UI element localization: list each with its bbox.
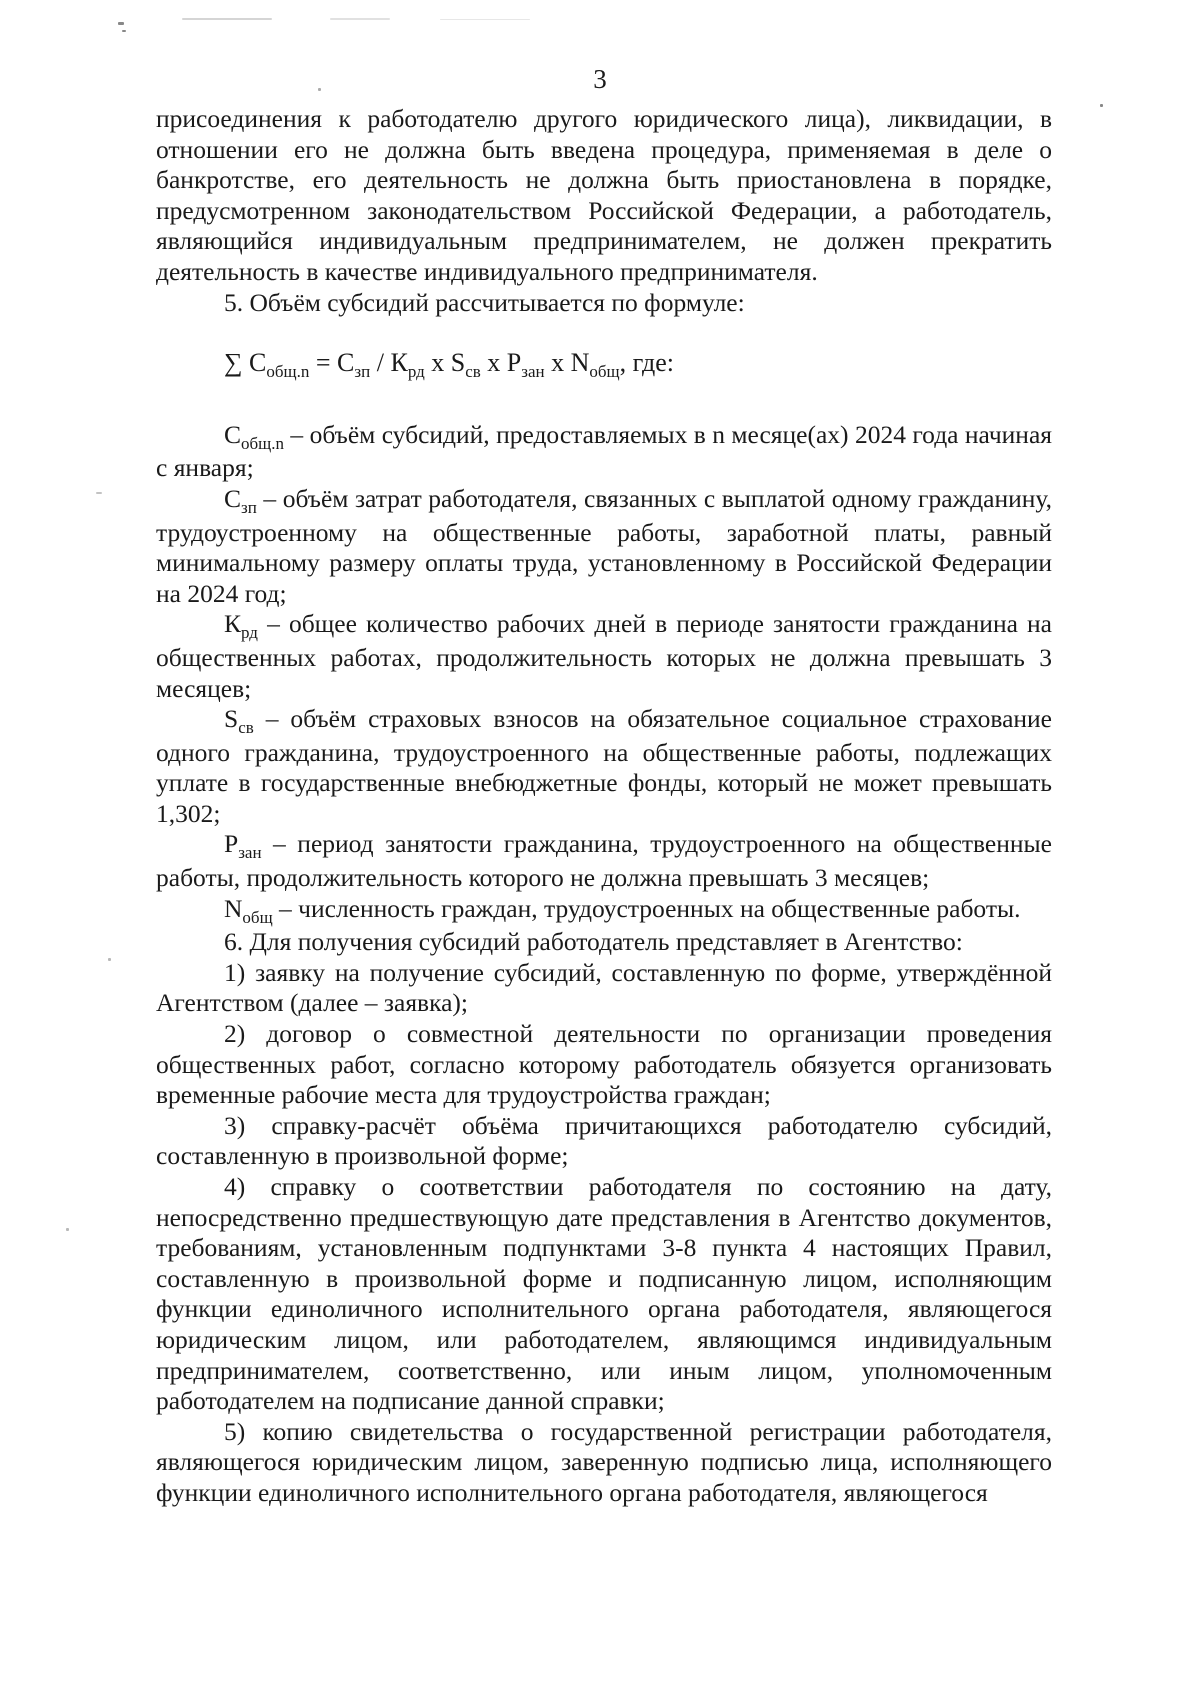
paragraph-6: 6. Для получения субсидий работодатель представляет в Агентство: (224, 927, 963, 957)
page-number: 3 (593, 64, 607, 94)
list-item-4: 4) справку о соответствии работодателя по состоянию на дату, непосредственно предшествующую дате представления в Агентство документов, требованиям, установленным подпунктами 3-8 пункта 4 настоящих Правил, составленную в произвольной форме и подписанную лицом, исполняющим функции единоличного исполнительного органа работодателя, являющегося юридическим лицом, или работодателем, являющимся индивидуальным предпринимателем, соответственно, или иным лицом, уполномоченным работодателем на подписание данной справки; (156, 1172, 1052, 1416)
list-item-2: 2) договор о совместной деятельности по организации проведения общественных работ, согласно которому работодатель обязуется организовать временные рабочие места для трудоустройства граждан; (156, 1019, 1052, 1110)
list-item-1: 1) заявку на получение субсидий, составленную по форме, утверждённой Агентством (далее – заявка); (156, 957, 1052, 1018)
paragraph-continuation: присоединения к работодателю другого юридического лица), ликвидации, в отношении его не должна быть введена процедура, применяемая в деле о банкротстве, его деятельность не должна быть приостановлена в порядке, предусмотренном законодательством Российской Федерации, а работодатель, являющийся индивидуальным предпринимателем, не должен прекратить деятельность в качестве индивидуального предпринимателя. (156, 104, 1052, 286)
list-item-5: 5) копию свидетельства о государственной регистрации работодателя, являющегося юридическим лицом, заверенную подписью лица, исполняющего функции единоличного исполнительного органа работодателя, являющегося (156, 1416, 1052, 1507)
definition-c-salary: $С_{зп}$ – объём затрат работодателя, связанных с выплатой одному гражданину, трудоустроенному на общественные работы, заработной платы, равный минимальному размеру оплаты труда, установленному в Российской Федерации на 2024 год; (156, 483, 1052, 608)
definition-k-days: $К_{рд}$ – общее количество рабочих дней в периоде занятости гражданина на общественных работах, продолжительность которых не должна превышать 3 месяцев; (156, 609, 1052, 703)
definition-s-insurance: $S_{св}$ – объём страховых взносов на обязательное социальное страхование одного гражданина, трудоустроенного на общественные работы, подлежащих уплате в государственные внебюджетные фонды, который не может превышать 1,302; (156, 704, 1052, 828)
subsidy-formula: ∑ $С_{общ.n} = С_{зп} / К_{рд}$ x $S_{св}$ x $Р_{зан}$ x $N_{общ}$, где: (224, 348, 675, 382)
list-item-3: 3) справку-расчёт объёма причитающихся работодателю субсидий, составленную в произвольной форме; (156, 1110, 1052, 1171)
document-body (156, 104, 1052, 1509)
paragraph-5: 5. Объём субсидий рассчитывается по формуле: (224, 287, 745, 317)
definition-c-total: $С_{общ.n}$ – объём субсидий, предоставляемых в n месяце(ах) 2024 года начиная с января; (156, 419, 1052, 483)
definition-n-count: $N_{общ}$ – численность граждан, трудоустроенных на общественные работы. (224, 893, 1021, 927)
definition-p-period: $Р_{зан}$ – период занятости гражданина, трудоустроенного на общественные работы, продолжительность которого не должна превышать 3 месяцев; (156, 829, 1052, 893)
